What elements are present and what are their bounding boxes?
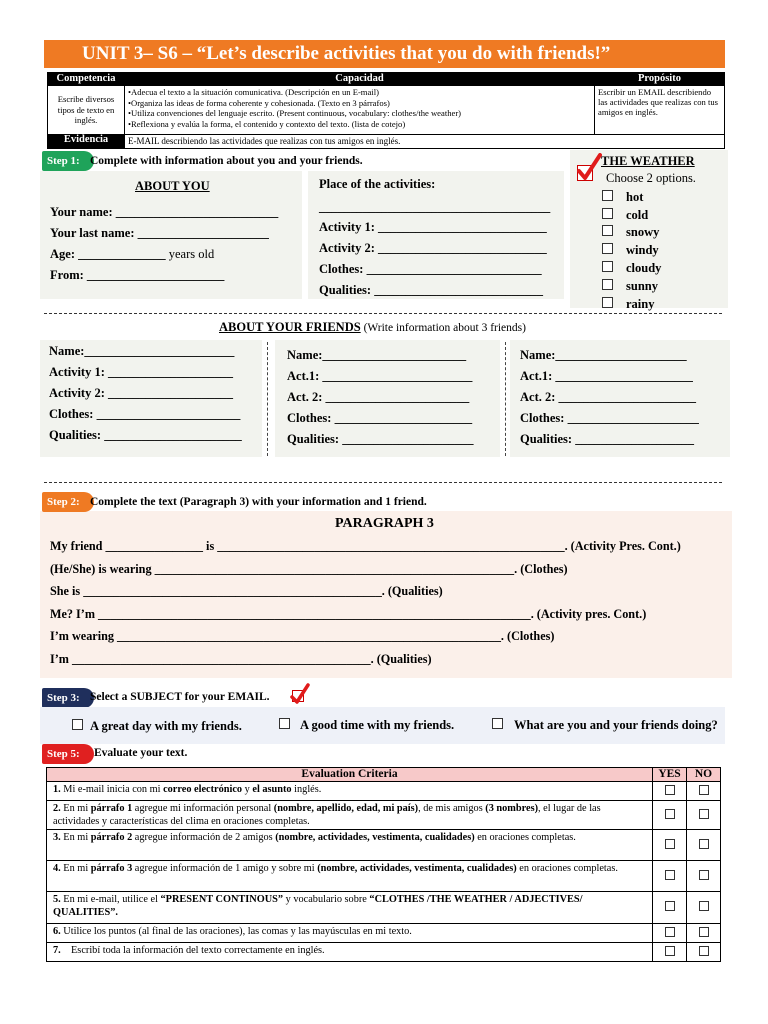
friend1-field[interactable]: Qualities: ______________________ [49, 428, 242, 442]
eval-no-cell [687, 782, 721, 801]
friends-note: (Write information about 3 friends) [360, 322, 526, 334]
subject-option-2-checkbox[interactable] [279, 718, 290, 729]
separator [44, 313, 722, 314]
eval-no-cell [687, 892, 721, 924]
friend2-field[interactable]: Clothes: ______________________ [287, 411, 473, 425]
eval-criterion [47, 892, 653, 924]
eval-criterion [47, 782, 653, 801]
subject-option-3-label: What are you and your friends doing? [514, 718, 718, 732]
activity1-field[interactable]: Activity 1: ___________________________ [319, 220, 547, 234]
step5-tag: Step 5: [42, 744, 94, 764]
weather-option-label: hot [626, 190, 644, 204]
eval-criterion-text: En mi párrafo 3 agregue información de 1 amigo y sobre mi (nombre, actividades, vestimenta, cualidades) en oraciones completas. [63, 863, 618, 874]
eval-header-no: NO [687, 768, 721, 782]
weather-instruction: Choose 2 options. [606, 171, 696, 185]
paragraph-line[interactable]: My friend ________________ is _________________________________________________________. (Activity Pres. Cont.) [50, 539, 681, 553]
weather-sunny-checkbox[interactable] [602, 279, 613, 290]
eval-criterion-text: Escribí toda la información del texto correctamente en inglés. [63, 945, 325, 956]
paragraph-line[interactable]: I’m _________________________________________________. (Qualities) [50, 651, 432, 666]
age-field[interactable] [50, 247, 214, 262]
capacidad-cell [125, 86, 595, 135]
step5-instruction: Evaluate your text. [94, 747, 188, 759]
weather-option-label: windy [626, 243, 659, 257]
step2-instruction: Complete the text (Paragraph 3) with your information and 1 friend. [90, 496, 427, 508]
eval-criterion [47, 801, 653, 830]
eval-no-cell [687, 861, 721, 892]
eval-criterion-number: 5. [53, 894, 64, 905]
eval-no-cell [687, 943, 721, 962]
eval-header-yes: YES [653, 768, 687, 782]
capacidad-item: •Utiliza convenciones del lenguaje escrito. (Present continuous, vocabulary: clothes/the weather) [128, 108, 462, 118]
eval-criterion-text: En mi párrafo 2 agregue información de 2 amigos (nombre, actividades, vestimenta, cualidades) en oraciones completas. [63, 832, 576, 843]
friend1-field[interactable]: Name:________________________ [49, 344, 235, 358]
capacidad-item: •Adecua el texto a la situación comunicativa. (Descripción en un E-mail) [128, 87, 379, 97]
friend1-field[interactable]: Clothes: _______________________ [49, 407, 241, 421]
friend1-field[interactable]: Activity 1: ____________________ [49, 365, 234, 379]
eval-yes-checkbox[interactable] [665, 946, 675, 956]
eval-yes-checkbox[interactable] [665, 870, 675, 880]
subject-option-3-checkbox[interactable] [492, 718, 503, 729]
weather-option-label: rainy [626, 297, 655, 311]
header-proposito: Propósito [595, 73, 725, 86]
eval-no-checkbox[interactable] [699, 785, 709, 795]
activity2-field[interactable]: Activity 2: ___________________________ [319, 241, 547, 255]
weather-option-label: snowy [626, 225, 660, 239]
red-checkmark-icon [576, 153, 602, 181]
eval-criterion-number: 6. [53, 926, 64, 937]
step3-instruction: Select a SUBJECT for your EMAIL. [90, 691, 270, 703]
place-field[interactable]: _____________________________________ [319, 200, 551, 214]
eval-yes-cell [653, 892, 687, 924]
step2-tag: Step 2: [42, 492, 94, 512]
friends-heading-row [219, 320, 526, 335]
subject-option-1-checkbox[interactable] [72, 719, 83, 730]
eval-row [47, 830, 721, 861]
subject-option-1-label: A great day with my friends. [90, 719, 242, 733]
friend3-field[interactable]: Act. 2: ______________________ [520, 390, 697, 404]
eval-criterion-number: 1. [53, 784, 64, 795]
weather-option-label: cloudy [626, 261, 662, 275]
header-competencia: Competencia [48, 73, 125, 86]
eval-no-cell [687, 924, 721, 943]
place-label: Place of the activities: [319, 177, 436, 191]
evidencia-label: Evidencia [48, 135, 125, 149]
eval-yes-checkbox[interactable] [665, 809, 675, 819]
friend2-field[interactable]: Act. 2: _______________________ [287, 390, 470, 404]
eval-criterion [47, 924, 653, 943]
eval-header-criteria: Evaluation Criteria [47, 768, 653, 782]
weather-heading: THE WEATHER [601, 154, 695, 168]
subject-option-2-label: A good time with my friends. [300, 718, 455, 732]
eval-yes-checkbox[interactable] [665, 927, 675, 937]
qualities-field[interactable]: Qualities: ___________________________ [319, 283, 543, 297]
about-you-heading: ABOUT YOU [135, 179, 210, 193]
friends-divider [267, 342, 268, 456]
eval-row [47, 801, 721, 830]
weather-cold-checkbox[interactable] [602, 208, 613, 219]
friend3-field[interactable]: Qualities: ___________________ [520, 432, 694, 446]
age-suffix: years old [165, 247, 215, 261]
eval-no-checkbox[interactable] [699, 901, 709, 911]
capacidad-item: •Reflexiona y evalúa la forma, el contenido y contexto del texto. (lista de cotejo) [128, 118, 406, 129]
eval-criterion-text: Utilice los puntos (al final de las oraciones), las comas y las mayúsculas en mi texto. [63, 926, 412, 937]
eval-no-cell [687, 801, 721, 830]
eval-yes-cell [653, 861, 687, 892]
friend3-field[interactable]: Clothes: _____________________ [520, 411, 699, 425]
header-capacidad: Capacidad [125, 73, 595, 86]
from-field[interactable]: From: ______________________ [50, 268, 225, 282]
eval-row [47, 782, 721, 801]
eval-yes-cell [653, 830, 687, 861]
evidencia-cell: E-MAIL describiendo las actividades que realizas con tus amigos en inglés. [125, 135, 725, 149]
paragraph3-heading: PARAGRAPH 3 [335, 516, 434, 531]
eval-row [47, 892, 721, 924]
weather-option-label: sunny [626, 279, 658, 293]
eval-yes-checkbox[interactable] [665, 839, 675, 849]
friends-divider [505, 342, 506, 456]
eval-criterion-number: 7. [53, 945, 64, 956]
eval-yes-checkbox[interactable] [665, 901, 675, 911]
friend3-field[interactable]: Name:_____________________ [520, 348, 687, 362]
eval-row [47, 924, 721, 943]
competencia-cell: Escribe diversos tipos de texto en inglés. [48, 86, 125, 135]
competency-table [47, 72, 725, 149]
friend1-field[interactable]: Activity 2: ____________________ [49, 386, 234, 400]
step3-tag: Step 3: [42, 688, 94, 708]
evaluation-table [46, 767, 721, 962]
paragraph-line[interactable]: I’m wearing _______________________________________________________________. (Clothes) [50, 629, 555, 643]
eval-no-checkbox[interactable] [699, 809, 709, 819]
eval-criterion-number: 4. [53, 863, 64, 874]
paragraph-line[interactable]: Me? I’m _______________________________________________________________________. (Activity pres. Cont.) [50, 606, 647, 621]
eval-no-cell [687, 830, 721, 861]
paragraph-line[interactable]: (He/She) is wearing ___________________________________________________________. (Clothes) [50, 561, 568, 576]
friend2-field[interactable]: Name:_______________________ [287, 348, 467, 362]
eval-no-checkbox[interactable] [699, 927, 709, 937]
weather-hot-checkbox[interactable] [602, 190, 613, 201]
eval-no-checkbox[interactable] [699, 946, 709, 956]
eval-no-checkbox[interactable] [699, 839, 709, 849]
eval-criterion [47, 830, 653, 861]
friend2-field[interactable]: Qualities: _____________________ [287, 432, 474, 446]
eval-yes-cell [653, 801, 687, 830]
eval-criterion-text: En mi párrafo 1 agregue mi información personal (nombre, apellido, edad, mi país), de mis amigos (3 nombres), el lugar de las actividades y características del clima en oraciones completas. [53, 803, 601, 827]
weather-windy-checkbox[interactable] [602, 243, 613, 254]
eval-criterion-number: 3. [53, 832, 64, 843]
clothes-field[interactable]: Clothes: ____________________________ [319, 262, 542, 276]
eval-criterion-text: Mi e-mail inicia con mi correo electrónico y el asunto inglés. [63, 784, 322, 795]
eval-yes-cell [653, 943, 687, 962]
friend3-field[interactable]: Act.1: ______________________ [520, 369, 693, 383]
eval-no-checkbox[interactable] [699, 870, 709, 880]
eval-row [47, 943, 721, 962]
weather-cloudy-checkbox[interactable] [602, 261, 613, 272]
eval-yes-checkbox[interactable] [665, 785, 675, 795]
friends-heading: ABOUT YOUR FRIENDS [219, 320, 361, 334]
eval-criterion-text: En mi e-mail, utilice el “PRESENT CONTINOUS” y vocabulario sobre “CLOTHES /THE WEATHER / ADJECTIVES/ QUALITIES”. [53, 894, 583, 918]
eval-criterion [47, 861, 653, 892]
your-name-field[interactable]: Your name: __________________________ [50, 205, 279, 219]
eval-criterion [47, 943, 653, 962]
weather-snowy-checkbox[interactable] [602, 225, 613, 236]
proposito-cell: Escribir un EMAIL describiendo las actividades que realizas con tus amigos en inglés. [595, 86, 725, 135]
eval-yes-cell [653, 782, 687, 801]
weather-option-label: cold [626, 208, 649, 222]
eval-yes-cell [653, 924, 687, 943]
step1-instruction: Complete with information about you and your friends. [90, 155, 363, 167]
friend2-field[interactable]: Act.1: ________________________ [287, 369, 473, 383]
paragraph-line[interactable]: She is _________________________________________________. (Qualities) [50, 584, 443, 598]
page-title: UNIT 3– S6 – “Let’s describe activities that you do with friends!” [44, 40, 725, 68]
age-label: Age: ______________ [50, 247, 166, 261]
eval-row [47, 861, 721, 892]
capacidad-item: •Organiza las ideas de forma coherente y cohesionada. (Texto en 3 párrafos) [128, 97, 390, 108]
weather-rainy-checkbox[interactable] [602, 297, 613, 308]
separator [44, 482, 722, 483]
eval-criterion-number: 2. [53, 803, 64, 814]
red-checkmark-icon [290, 683, 310, 705]
step1-tag: Step 1: [42, 151, 94, 171]
your-last-name-field[interactable]: Your last name: _____________________ [50, 226, 269, 240]
